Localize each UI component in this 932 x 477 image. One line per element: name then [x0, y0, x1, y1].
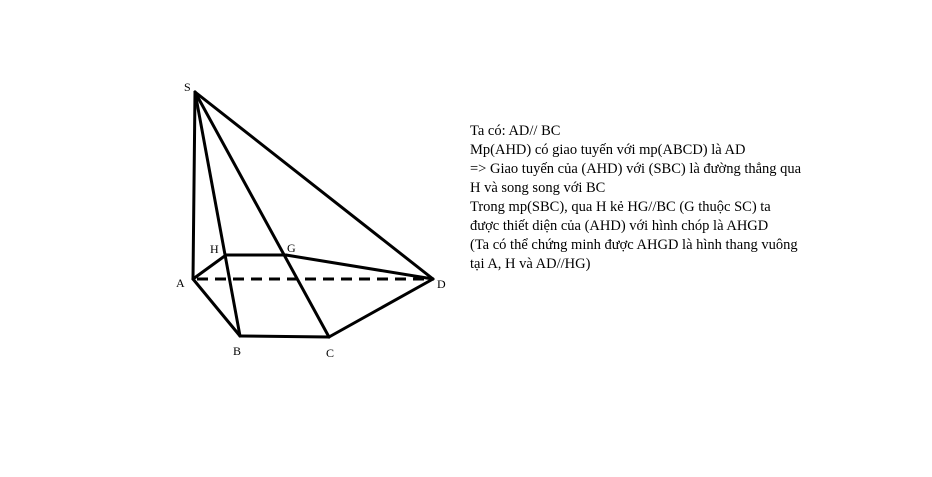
- label-B: B: [233, 344, 242, 358]
- edge-SC: [195, 92, 329, 337]
- edge-CD: [329, 279, 433, 337]
- explanation-line: Mp(AHD) có giao tuyến với mp(ABCD) là AD: [470, 142, 746, 158]
- explanation-line: tại A, H và AD//HG): [470, 256, 591, 272]
- edge-SD: [195, 92, 433, 279]
- label-D: D: [437, 277, 446, 291]
- edge-BC: [240, 336, 329, 337]
- edge-SB: [195, 92, 240, 336]
- label-H: H: [210, 242, 219, 256]
- explanation-line: => Giao tuyến của (AHD) với (SBC) là đường thẳng qua: [470, 161, 802, 177]
- explanation-line: H và song song với BC: [470, 180, 606, 196]
- edge-AH: [193, 255, 226, 279]
- label-A: A: [176, 276, 185, 290]
- explanation-line: Ta có: AD// BC: [470, 123, 561, 139]
- label-S: S: [184, 80, 191, 94]
- explanation-line: (Ta có thể chứng minh được AHGD là hình thang vuông: [470, 237, 798, 253]
- explanation-text: [470, 122, 830, 274]
- explanation-line: được thiết diện của (AHD) với hình chóp là AHGD: [470, 218, 769, 234]
- edge-GD: [286, 255, 433, 279]
- label-C: C: [326, 346, 335, 360]
- edge-SA: [193, 92, 195, 279]
- edge-AB: [193, 279, 240, 336]
- label-G: G: [287, 241, 296, 255]
- explanation-line: Trong mp(SBC), qua H kẻ HG//BC (G thuộc SC) ta: [470, 199, 771, 215]
